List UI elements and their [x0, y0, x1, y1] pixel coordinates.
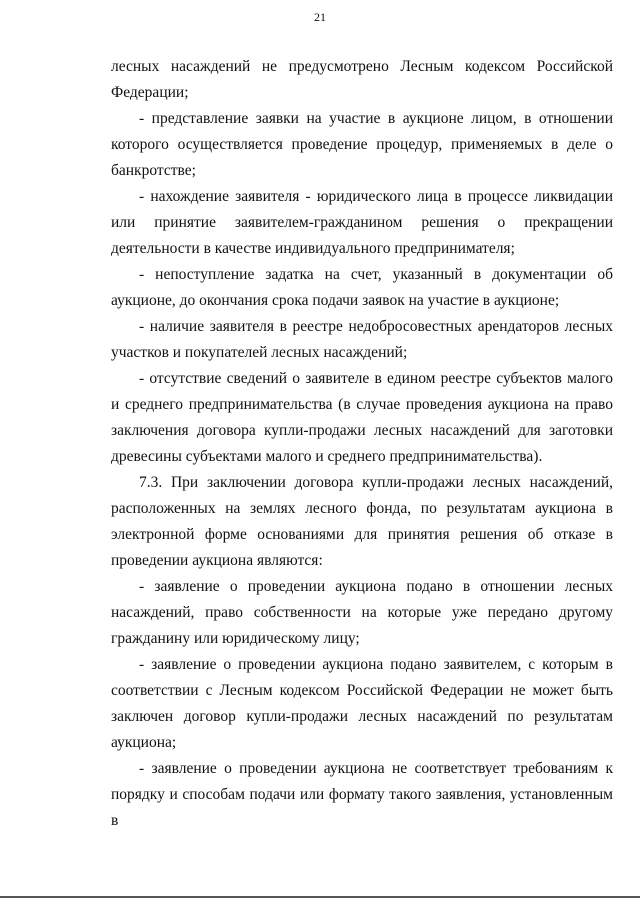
list-item-liquidation: - нахождение заявителя - юридического лица в процессе ликвидации или принятие заявителем-гражданином решения о прекращении деятельности в качестве индивидуального предпринимателя;	[111, 188, 613, 257]
bottom-rule	[0, 896, 640, 898]
section-7-3: 7.3. При заключении договора купли-продажи лесных насаждений, расположенных на землях лесного фонда, по результатам аукциона в электронной форме основаниями для принятия решения об отказе в проведении аукциона являются:	[111, 474, 613, 569]
document-body	[111, 54, 613, 834]
list-item-format: - заявление о проведении аукциона не соответствует требованиям к порядку и способам подачи или формату такого заявления, установленным в	[111, 760, 613, 829]
list-item-registry: - наличие заявителя в реестре недобросовестных арендаторов лесных участков и покупателей лесных насаждений;	[111, 318, 613, 361]
list-item-bankruptcy: - представление заявки на участие в аукционе лицом, в отношении которого осуществляется проведение процедур, применяемых в деле о банкротстве;	[111, 110, 613, 179]
list-item-ineligible-applicant: - заявление о проведении аукциона подано заявителем, с которым в соответствии с Лесным кодексом Российской Федерации не может быть заключен договор купли-продажи лесных насаждений по результатам аукциона;	[111, 656, 613, 751]
list-item-ownership: - заявление о проведении аукциона подано в отношении лесных насаждений, право собственности на которые уже передано другому гражданину или юридическому лицу;	[111, 578, 613, 647]
list-item-deposit: - непоступление задатка на счет, указанный в документации об аукционе, до окончания срока подачи заявок на участие в аукционе;	[111, 266, 613, 309]
list-item-sme-registry: - отсутствие сведений о заявителе в едином реестре субъектов малого и среднего предпринимательства (в случае проведения аукциона на право заключения договора купли-продажи лесных насаждений для заготовки древесины субъектами малого и среднего предпринимательства).	[111, 370, 613, 465]
paragraph-continuation: лесных насаждений не предусмотрено Лесным кодексом Российской Федерации;	[111, 58, 613, 101]
page-number: 21	[314, 10, 326, 24]
